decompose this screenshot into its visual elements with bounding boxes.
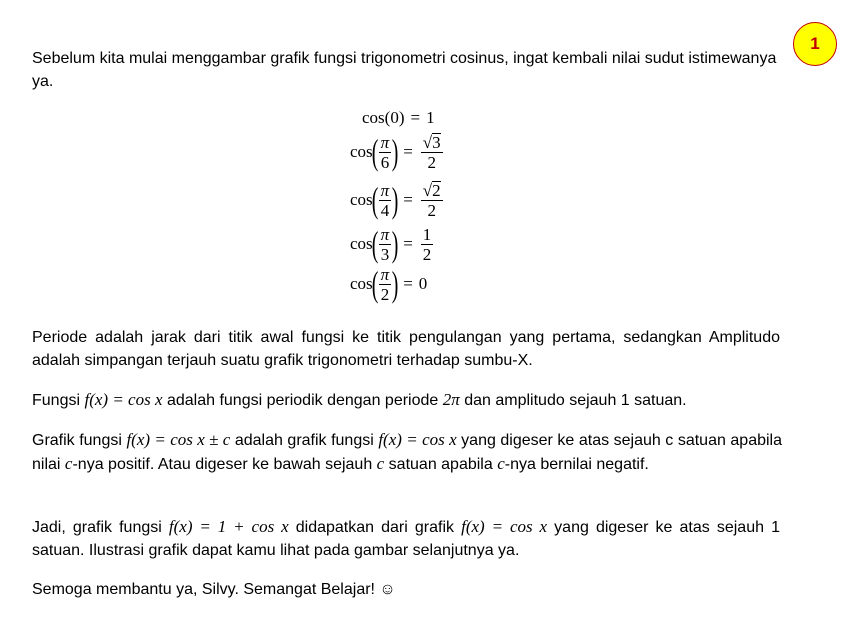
cos-label: cos [350, 234, 373, 253]
cos-arg: (0) [384, 108, 405, 127]
special-angle-equations [350, 108, 510, 304]
math-fx-cosx: f(x) = cos x [84, 390, 163, 409]
cos-label: cos [350, 190, 373, 209]
math-fx-cosx: f(x) = cos x [378, 430, 457, 449]
frac-den: 2 [427, 200, 436, 220]
frac-num: π [380, 180, 390, 200]
frac-num: 1 [422, 224, 432, 244]
cos-value: 1 [426, 108, 435, 127]
equation-cos-pi-6: cos ( $\frac{\pi}{6}$ ) = √ 3 2 [350, 132, 441, 172]
frac-den: 2 [427, 152, 436, 172]
sqrt-radicand: 3 [432, 132, 441, 152]
cos-label: cos [362, 108, 385, 127]
frac-den: 6 [380, 152, 390, 172]
frac-num: π [380, 224, 390, 244]
fungsi-paragraph: Fungsi f(x) = cos x adalah fungsi periodik dengan periode 2π dan amplitudo sejauh 1 satuan. [32, 390, 687, 409]
frac-den: 3 [380, 244, 390, 264]
math-c: c [497, 454, 505, 473]
cos-label: cos [350, 142, 373, 161]
sqrt-radicand: 2 [432, 180, 441, 200]
frac-num: π [380, 132, 390, 152]
frac-num: π [380, 264, 390, 284]
equals-sign: = [410, 108, 421, 127]
equation-cos-pi-2: cos ( $\frac{\pi}{2}$ ) = 0 [350, 264, 428, 304]
periode-paragraph: Periode adalah jarak dari titik awal fungsi ke titik pengulangan yang pertama, sedangkan Amplitudo adalah simpangan terjauh suatu grafik trigonometri terhadap sumbu-X. [32, 329, 780, 369]
equation-cos-0 [350, 108, 510, 128]
math-fx-cosx-pm-c: f(x) = cos x ± c [126, 430, 231, 449]
frac-den: 2 [380, 284, 390, 304]
page-number-badge: 1 [793, 22, 837, 66]
cos-label: cos [350, 274, 373, 293]
math-c: c [376, 454, 385, 473]
math-fx-1-plus-cosx: f(x) = 1 + cos x [168, 517, 289, 536]
equation-cos-pi-4: cos ( $\frac{\pi}{4}$ ) = √ 2 2 [350, 180, 441, 220]
frac-den: 2 [422, 244, 432, 264]
equals-sign: = [403, 190, 413, 209]
jadi-paragraph: Jadi, grafik fungsi f(x) = 1 + cos x didapatkan dari grafik f(x) = cos x yang digeser ke atas sejauh 1 satuan. Ilustrasi grafik dapat kamu lihat pada gambar selanjutnya ya. [32, 517, 780, 559]
equals-sign: = [403, 274, 413, 293]
closing-paragraph: Semoga membantu ya, Silvy. Semangat Belajar! ☺ [32, 581, 396, 598]
equals-sign: = [403, 234, 413, 253]
equals-sign: = [403, 142, 413, 161]
intro-paragraph: Sebelum kita mulai menggambar grafik fungsi trigonometri cosinus, ingat kembali nilai sudut istimewanya ya. [32, 50, 777, 90]
cos-value: 0 [418, 274, 428, 293]
math-2pi: 2π [442, 390, 460, 409]
grafik-paragraph: Grafik fungsi f(x) = cos x ± c adalah grafik fungsi f(x) = cos x yang digeser ke atas sejauh c satuan apabila nilai c-nya positif. Atau digeser ke bawah sejauh c satuan apabila c-nya bernilai negatif. [32, 430, 783, 473]
math-fx-cosx: f(x) = cos x [461, 517, 548, 536]
frac-den: 4 [380, 200, 390, 220]
equation-cos-pi-3: cos ( $\frac{\pi}{3}$ ) = $\frac{1}{2}$ [350, 224, 432, 264]
math-c: c [64, 454, 73, 473]
